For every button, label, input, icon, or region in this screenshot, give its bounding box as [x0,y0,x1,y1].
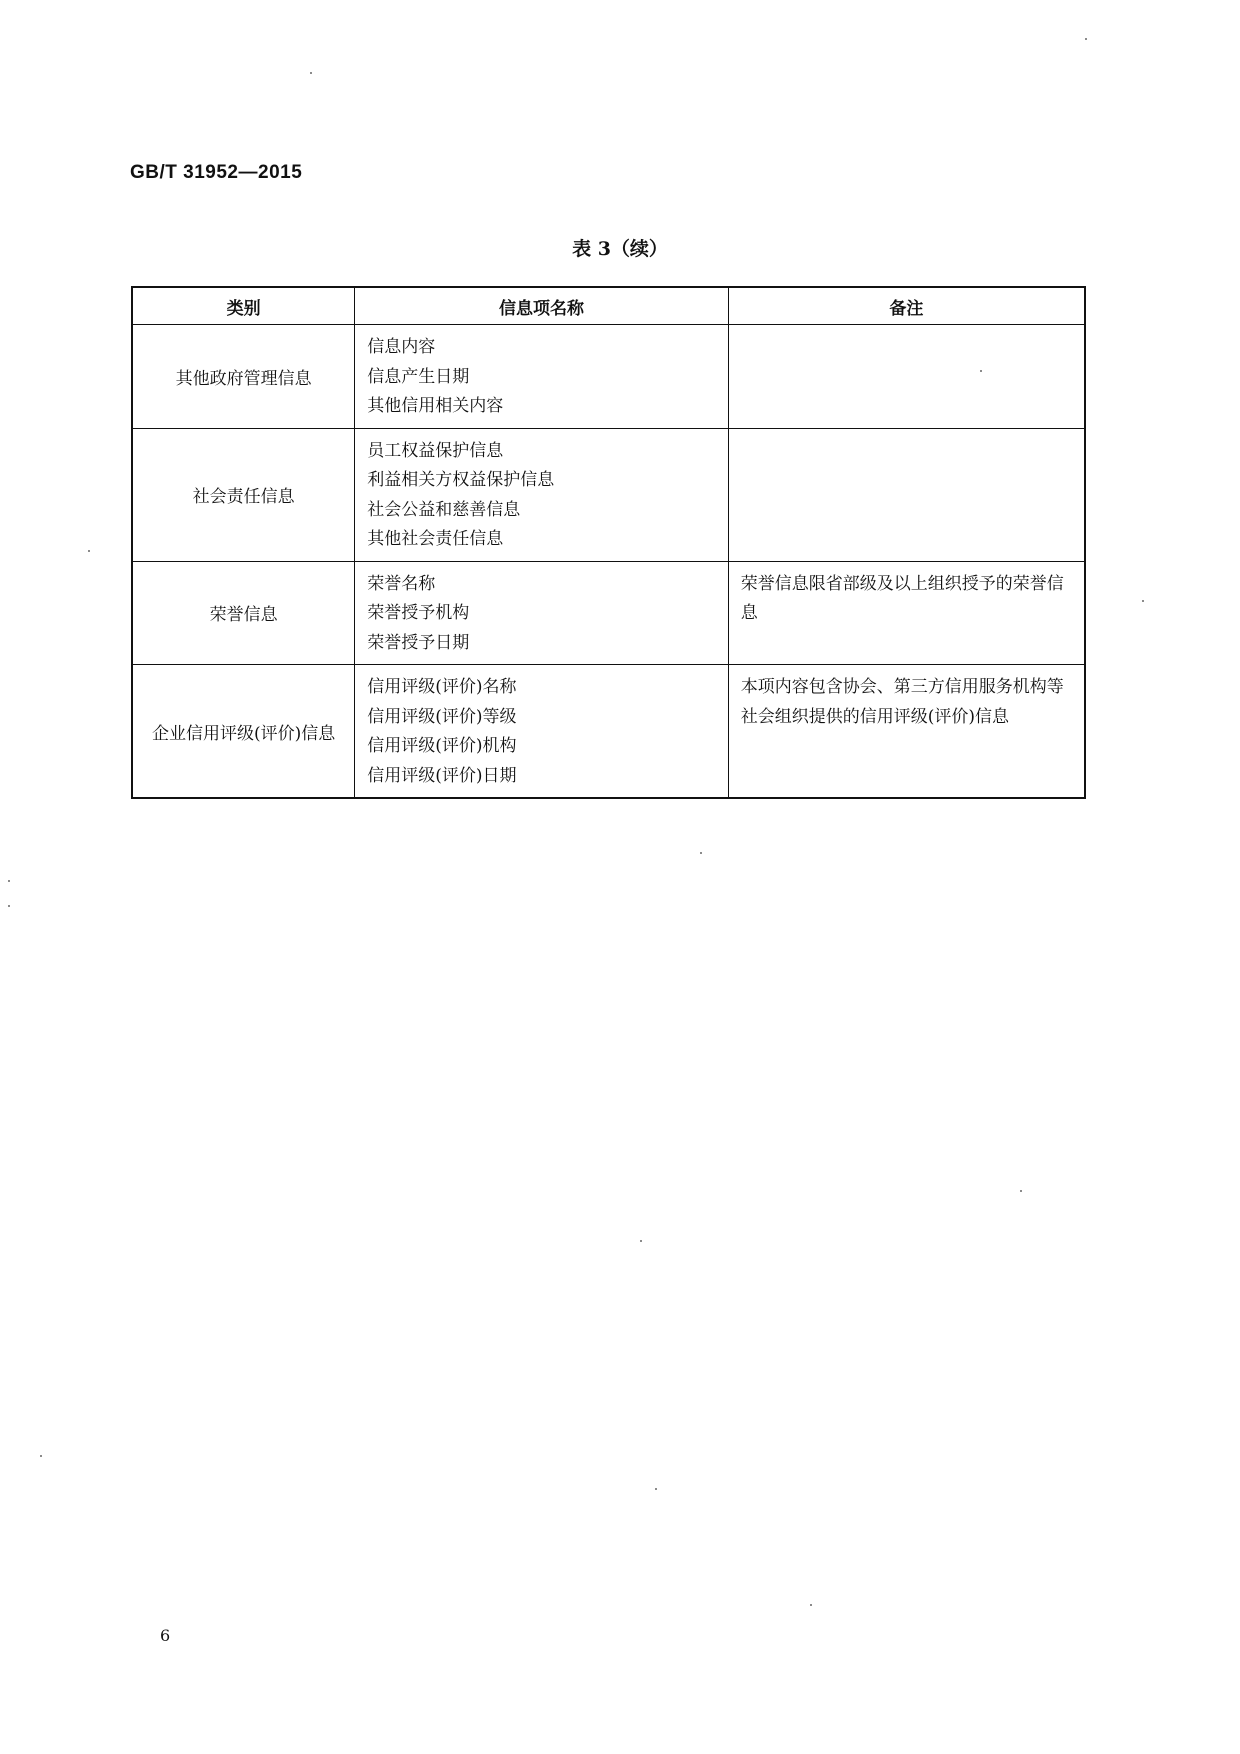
item-name: 员工权益保护信息 [367,440,504,461]
item-name: 信息内容 [367,337,436,357]
column-header-item-name: 信息项名称 [355,287,729,325]
remarks-cell: 荣誉信息限省部级及以上组织授予的荣誉信息 [728,561,1085,665]
category-cell: 社会责任信息 [132,428,355,561]
item-name: 其他社会责任信息 [367,529,504,549]
item-name: 信用评级(评价)等级 [367,706,517,727]
item-name: 信用评级(评价)名称 [367,677,517,697]
table-row [132,561,1085,665]
table-header-row [132,287,1085,325]
scan-speck [980,370,982,372]
category-cell: 其他政府管理信息 [132,325,355,429]
scan-speck [88,550,90,552]
remarks-cell [728,428,1085,561]
category-cell: 企业信用评级(评价)信息 [132,665,355,799]
scan-speck [8,880,10,882]
info-items-table [131,286,1086,799]
item-list-cell [355,665,729,799]
page-number: 6 [160,1626,171,1645]
scan-speck [810,1604,812,1606]
table-row [132,665,1085,799]
table-row [132,428,1085,561]
scan-speck [40,1455,42,1457]
item-name: 其他信用相关内容 [367,396,504,416]
item-name: 荣誉授予机构 [367,603,470,623]
item-name: 信用评级(评价)机构 [367,736,517,756]
item-name: 信用评级(评价)日期 [367,765,517,786]
category-cell: 荣誉信息 [132,561,355,665]
item-list-cell [355,325,729,429]
scan-speck [1142,600,1144,602]
scan-speck [310,72,312,74]
remarks-cell [728,325,1085,429]
scan-speck [640,1240,642,1242]
item-name: 社会公益和慈善信息 [367,499,521,520]
column-header-remarks: 备注 [728,287,1085,325]
scan-speck [1085,38,1087,40]
column-header-category: 类别 [132,287,355,325]
item-name: 信息产生日期 [367,366,470,387]
scan-speck [8,905,10,907]
remarks-cell: 本项内容包含协会、第三方信用服务机构等社会组织提供的信用评级(评价)信息 [728,665,1085,799]
item-list-cell [355,561,729,665]
scan-speck [655,1488,657,1490]
table-title: 表 3（续） [572,238,668,260]
scan-speck [1020,1190,1022,1192]
scan-speck [700,852,702,854]
table-row [132,325,1085,429]
document-code: GB/T 31952—2015 [130,162,303,183]
item-name: 荣誉名称 [367,573,436,594]
item-list-cell [355,428,729,561]
item-name: 荣誉授予日期 [367,632,470,653]
item-name: 利益相关方权益保护信息 [367,470,555,490]
